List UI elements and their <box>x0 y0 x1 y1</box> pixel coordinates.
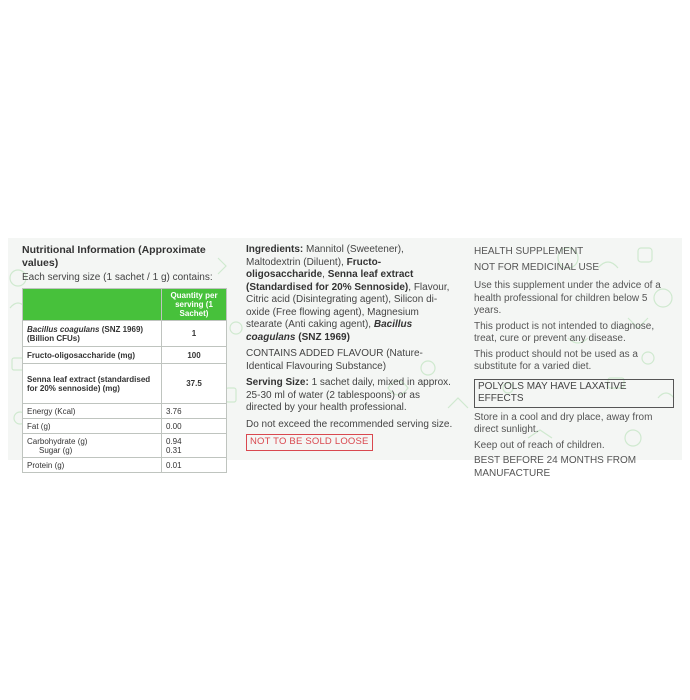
row-name: Fat (g) <box>23 419 162 434</box>
row-name-italic: Bacillus coagulans <box>27 324 100 334</box>
advice-text: Use this supplement under the advice of a health professional for children below 5 years. <box>474 280 661 316</box>
table-header-row <box>23 289 227 321</box>
table-row <box>23 321 227 347</box>
table-header-blank <box>23 289 162 321</box>
table-row <box>23 419 227 434</box>
nutrition-section <box>22 244 227 473</box>
nutrition-table <box>22 288 227 473</box>
serving-size-text <box>246 377 456 415</box>
row-value-carb: 0.94 <box>166 436 182 446</box>
row-value: 0.01 <box>162 458 227 473</box>
row-name-sugar: Sugar (g) <box>39 445 73 455</box>
row-name: Protein (g) <box>23 458 162 473</box>
ingredient-bacillus: Bacillus coagulans <box>246 319 413 343</box>
ingredients-text <box>246 244 456 344</box>
row-name-carb: Carbohydrate (g) <box>27 436 88 446</box>
row-value: 0.00 <box>162 419 227 434</box>
storage-text: Store in a cool and dry place, away from direct sunlight. <box>474 411 653 435</box>
row-name: Fructo-oligosaccharide (mg) <box>23 347 162 364</box>
row-value <box>162 434 227 458</box>
row-value: 37.5 <box>162 364 227 404</box>
table-row <box>23 434 227 458</box>
flavour-note: CONTAINS ADDED FLAVOUR (Nature-Identical Flavouring Substance) <box>246 348 423 372</box>
row-name-rest: (SNZ 1969) (Billion CFUs) <box>27 324 144 343</box>
table-row <box>23 404 227 419</box>
warning-text: Do not exceed the recommended serving size. <box>246 418 453 430</box>
table-header-quantity: Quantity per serving (1 Sachet) <box>162 289 227 321</box>
ingredients-label: Ingredients: <box>246 244 304 255</box>
keep-out-text: Keep out of reach of children. <box>474 439 605 451</box>
health-supplement-label: HEALTH SUPPLEMENT <box>474 246 584 257</box>
not-intended-text: This product is not intended to diagnose, treat, cure or prevent any disease. <box>474 320 655 344</box>
row-value: 100 <box>162 347 227 364</box>
info-section <box>474 246 674 483</box>
table-row <box>23 364 227 404</box>
label-panel <box>8 238 682 479</box>
ingredients-part: , Flavour, Citric acid (Disintegrating agent), Silicon di-oxide (Free flowing agent), Magnesium stearate (Anti caking agent), <box>246 281 450 330</box>
polyols-warning-box: POLYOLS MAY HAVE LAXATIVE EFFECTS <box>474 379 674 408</box>
ingredients-part: , <box>322 269 328 280</box>
ingredient-senna: Senna leaf extract (Standardised for 20% Sennoside) <box>246 269 414 293</box>
not-substitute-text: This product should not be used as a substitute for a varied diet. <box>474 348 638 372</box>
ingredient-fos: Fructo-oligosaccharide <box>246 256 382 280</box>
table-row <box>23 347 227 364</box>
ingredient-strain: (SNZ 1969) <box>295 331 350 343</box>
not-sold-loose-badge: NOT TO BE SOLD LOOSE <box>246 434 373 451</box>
serving-size-value: 1 sachet daily, mixed in approx. 25-30 ml of water (2 tablespoons) or as directed by your health professional. <box>246 377 451 413</box>
row-name <box>23 434 162 458</box>
row-name: Senna leaf extract (standardised for 20% sennoside) (mg) <box>23 364 162 404</box>
row-value: 3.76 <box>162 404 227 419</box>
best-before-text: BEST BEFORE 24 MONTHS FROM MANUFACTURE <box>474 455 637 479</box>
ingredients-part: Mannitol (Sweetener), Maltodextrin (Diluent), <box>246 244 404 268</box>
row-value-sugar: 0.31 <box>166 445 182 455</box>
nutrition-title: Nutritional Information (Approximate values) <box>22 244 206 269</box>
serving-info: Each serving size (1 sachet / 1 g) contains: <box>22 272 213 283</box>
not-medicinal-label: NOT FOR MEDICINAL USE <box>474 261 600 273</box>
row-name: Energy (Kcal) <box>23 404 162 419</box>
serving-size-label: Serving Size: <box>246 377 309 388</box>
table-row <box>23 458 227 473</box>
row-name <box>23 321 162 347</box>
ingredients-section <box>246 244 456 451</box>
row-value: 1 <box>162 321 227 347</box>
